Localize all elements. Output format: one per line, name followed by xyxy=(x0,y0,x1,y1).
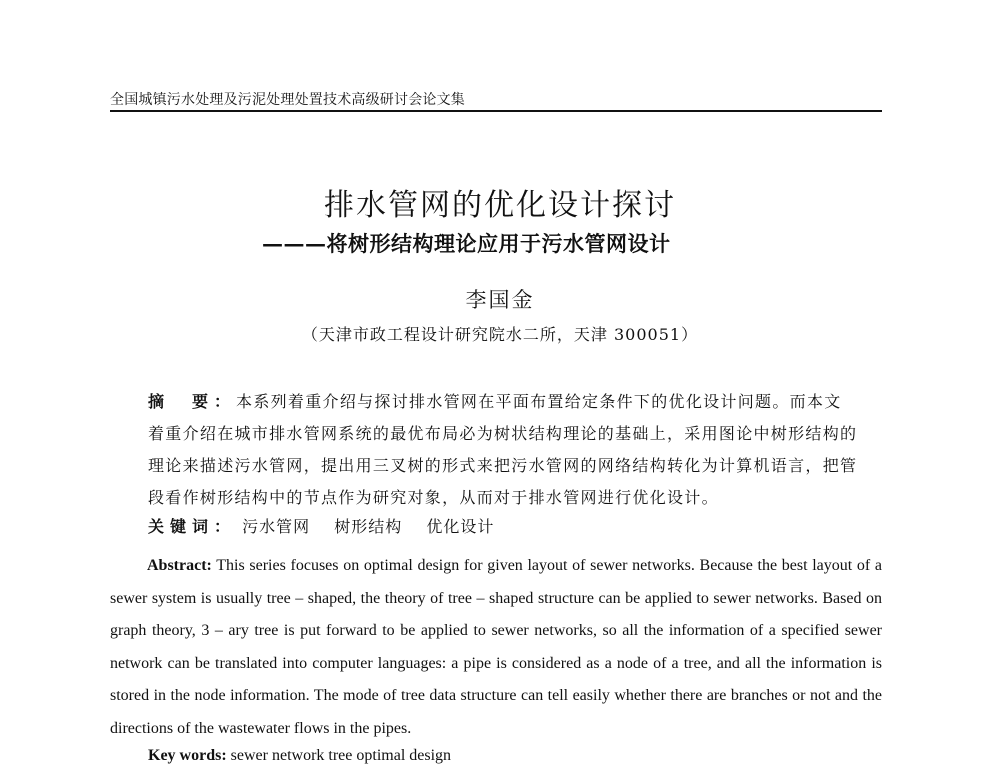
running-header: 全国城镇污水处理及污泥处理处置技术高级研讨会论文集 xyxy=(110,92,465,108)
paper-subtitle: ———将树形结构理论应用于污水管网设计 xyxy=(262,231,671,256)
abstract-chinese-text: 本系列着重介绍与探讨排水管网在平面布置给定条件下的优化设计问题。而本文着重介绍在城市排水管网系统的最优布局必为树状结构理论的基础上，采用图论中树形结构的理论来描述污水管网，提出用三叉树的形式来把污水管网的网络结构转化为计算机语言，把管段看作树形结构中的节点作为研究对象，从而对于排水管网进行优化设计。 xyxy=(148,392,858,507)
abstract-english-label: Abstract: xyxy=(147,557,212,574)
keyword-item: 优化设计 xyxy=(426,517,495,536)
keyword-item: 树形结构 xyxy=(334,517,403,536)
abstract-chinese xyxy=(148,386,858,514)
header-rule xyxy=(110,110,882,112)
abstract-english-text: This series focuses on optimal design for given layout of sewer networks. Because the best layout of a sewer system is usually tree – shaped, the theory of tree – shaped structure can be applied to sewer networks. Based on graph theory, 3 – ary tree is put forward to be applied to sewer networks, so all the information of a specified sewer network can be translated into computer languages: a pipe is considered as a node of a tree, and all the information is stored in the node information. The mode of tree data structure can tell easily whether there are branches or not and the directions of the wastewater flows in the pipes. xyxy=(110,557,882,737)
keywords-english-text: sewer network tree optimal design xyxy=(226,747,452,764)
author-name: 李国金 xyxy=(465,288,535,312)
abstract-chinese-label: 摘 要： xyxy=(148,392,237,411)
author-affiliation: （天津市政工程设计研究院水二所，天津 300051） xyxy=(301,325,699,344)
keywords-chinese-label: 关键词： xyxy=(148,517,237,536)
abstract-english xyxy=(110,550,882,745)
paper-title: 排水管网的优化设计探讨 xyxy=(324,188,676,223)
keywords-english xyxy=(148,747,848,765)
keywords-chinese xyxy=(148,514,858,537)
keywords-english-label: Key words: xyxy=(148,747,227,764)
keyword-item: 污水管网 xyxy=(242,517,311,536)
